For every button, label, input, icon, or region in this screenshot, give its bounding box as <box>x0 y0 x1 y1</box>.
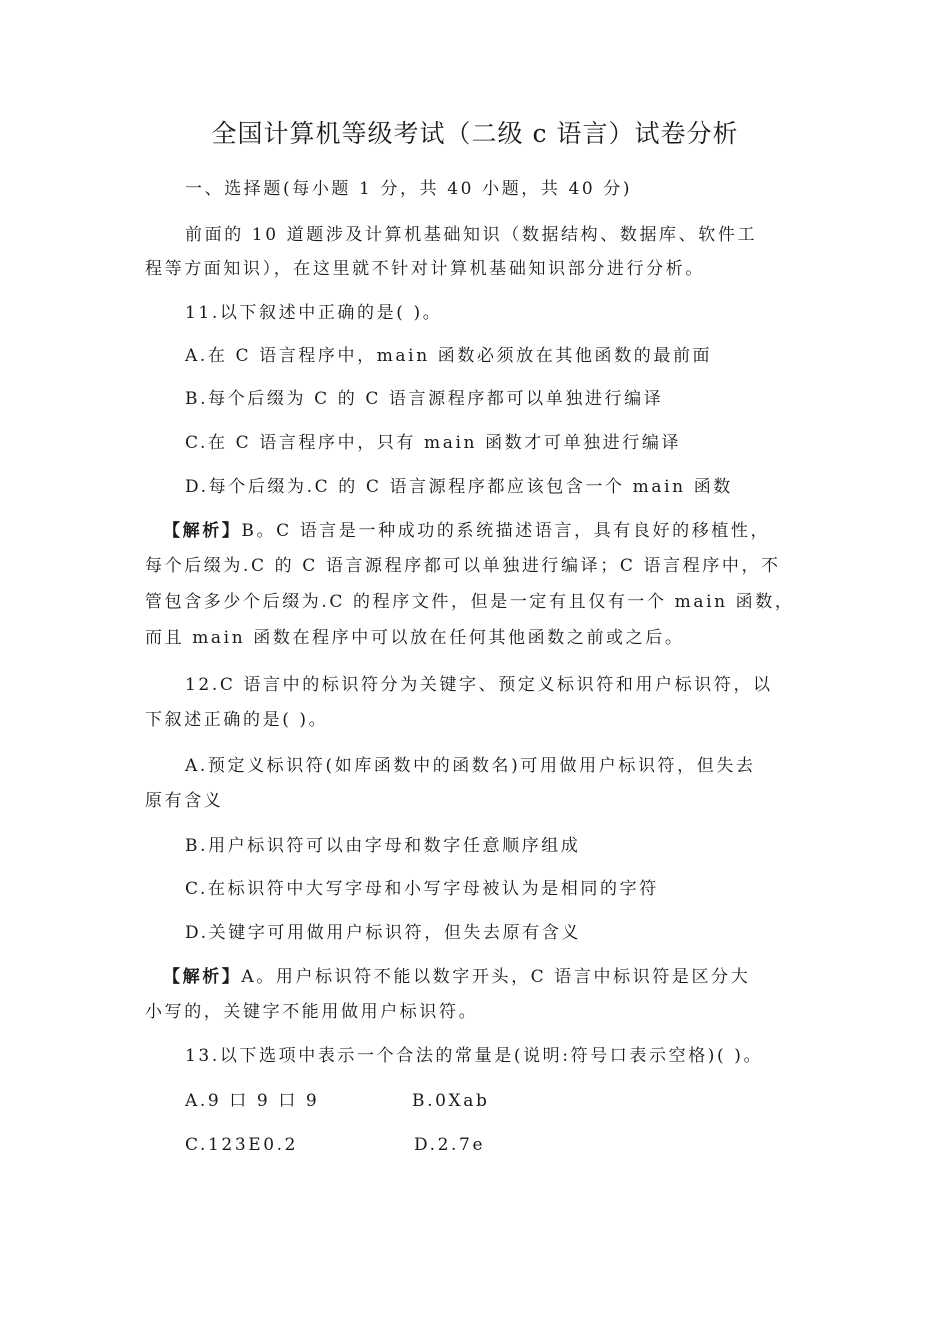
q12-analysis-line-1 <box>163 964 831 990</box>
q11-analysis-line-2: 每个后缀为.C 的 C 语言源程序都可以单独进行编译；C 语言程序中，不 <box>145 556 781 576</box>
q12-option-a-line-2: 原有含义 <box>145 791 224 811</box>
analysis-text: B。C 语言是一种成功的系统描述语言，具有良好的移植性， <box>241 521 771 541</box>
q11-option-b: B.每个后缀为 C 的 C 语言源程序都可以单独进行编译 <box>185 389 664 409</box>
q11-option-a: A.在 C 语言程序中，main 函数必须放在其他函数的最前面 <box>185 346 713 366</box>
analysis-tag: 【解析】 <box>163 521 242 541</box>
q13-option-b: B.0Xab <box>412 1091 490 1111</box>
analysis-text: A。用户标识符不能以数字开头，C 语言中标识符是区分大 <box>241 967 751 987</box>
section-heading: 一、选择题(每小题 1 分，共 40 小题，共 40 分) <box>185 179 633 199</box>
q11-option-d: D.每个后缀为.C 的 C 语言源程序都应该包含一个 main 函数 <box>185 477 733 497</box>
q13-option-d: D.2.7e <box>414 1135 486 1155</box>
q11-stem: 11.以下叙述中正确的是( )。 <box>185 303 443 323</box>
q13-option-a: A.9 口 9 口 9 <box>185 1091 320 1111</box>
q13-stem: 13.以下选项中表示一个合法的常量是(说明:符号口表示空格)( )。 <box>185 1046 764 1066</box>
q11-option-c: C.在 C 语言程序中，只有 main 函数才可单独进行编译 <box>185 433 682 453</box>
q12-option-b: B.用户标识符可以由字母和数字任意顺序组成 <box>185 836 581 856</box>
document-title: 全国计算机等级考试（二级 c 语言）试卷分析 <box>211 119 739 148</box>
q11-analysis-line-3: 管包含多少个后缀为.C 的程序文件，但是一定有且仅有一个 main 函数， <box>145 592 795 612</box>
analysis-tag: 【解析】 <box>163 967 242 987</box>
q12-stem-line-2: 下叙述正确的是( )。 <box>145 710 329 730</box>
q12-option-d: D.关键字可用做用户标识符，但失去原有含义 <box>185 923 582 943</box>
q12-analysis-line-2: 小写的，关键字不能用做用户标识符。 <box>145 1002 479 1022</box>
q12-stem-line-1: 12.C 语言中的标识符分为关键字、预定义标识符和用户标识符，以 <box>185 675 773 695</box>
q11-analysis-line-4: 而且 main 函数在程序中可以放在任何其他函数之前或之后。 <box>145 628 685 648</box>
q13-option-c: C.123E0.2 <box>185 1135 299 1155</box>
q11-analysis-line-1 <box>163 518 831 544</box>
intro-line-2: 程等方面知识），在这里就不针对计算机基础知识部分进行分析。 <box>145 259 705 279</box>
intro-line-1: 前面的 10 道题涉及计算机基础知识（数据结构、数据库、软件工 <box>185 225 758 245</box>
q12-option-a-line-1: A.预定义标识符(如库函数中的函数名)可用做用户标识符，但失去 <box>185 756 756 776</box>
q12-option-c: C.在标识符中大写字母和小写字母被认为是相同的字符 <box>185 879 659 899</box>
